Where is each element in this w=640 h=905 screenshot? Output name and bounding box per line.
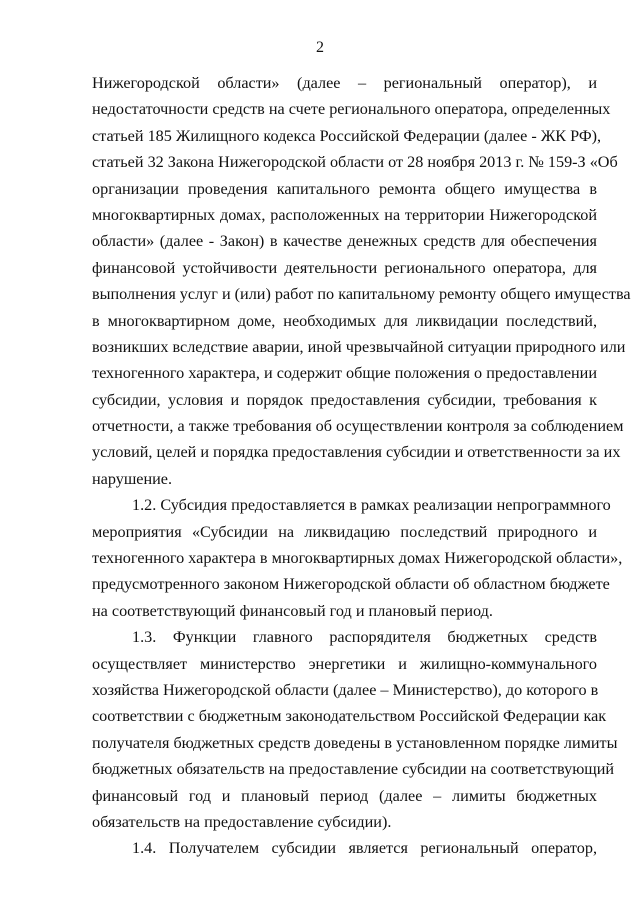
page-number: 2 <box>316 39 324 56</box>
text-line: соответствии с бюджетным законодательством Российской Федерации как <box>92 707 607 726</box>
text-line: в многоквартирном доме, необходимых для ликвидации последствий, <box>92 311 597 330</box>
text-line: условий, целей и порядка предоставления субсидии и ответственности за их <box>92 443 621 462</box>
text-line: предусмотренного законом Нижегородской области об областном бюджете <box>92 575 610 594</box>
text-line: получателя бюджетных средств доведены в установленном порядке лимиты <box>92 733 618 752</box>
text-line: техногенного характера, и содержит общие положения о предоставлении <box>92 364 597 383</box>
text-line: осуществляет министерство энергетики и жилищно-коммунального <box>92 654 597 673</box>
text-line: техногенного характера в многоквартирных домах Нижегородской области», <box>92 549 623 568</box>
text-line: многоквартирных домах, расположенных на территории Нижегородской <box>92 205 597 224</box>
text-line: субсидии, условия и порядок предоставления субсидии, требования к <box>92 390 597 409</box>
text-line: статьей 185 Жилищного кодекса Российской Федерации (далее - ЖК РФ), <box>92 126 602 145</box>
text-line: 1.2. Субсидия предоставляется в рамках реализации непрограммного <box>132 496 611 515</box>
text-line: финансовой устойчивости деятельности регионального оператора, для <box>92 258 597 277</box>
paragraph-1-3 <box>92 624 618 835</box>
text-line: 1.3. Функции главного распорядителя бюджетных средств <box>132 628 597 647</box>
text-line: хозяйства Нижегородской области (далее – Министерство), до которого в <box>92 680 599 699</box>
paragraph-1-2 <box>92 492 623 624</box>
text-line: мероприятия «Субсидии на ликвидацию последствий природного и <box>92 522 597 541</box>
text-line: на соответствующий финансовый год и плановый период. <box>92 601 493 620</box>
text-line: статьей 32 Закона Нижегородской области от 28 ноября 2013 г. № 159-З «Об <box>92 153 618 172</box>
text-line: финансовый год и плановый период (далее – лимиты бюджетных <box>92 786 597 805</box>
paragraph-1 <box>92 70 631 492</box>
text-line: бюджетных обязательств на предоставление субсидии на соответствующий <box>92 760 615 779</box>
text-line: нарушение. <box>92 469 173 488</box>
text-line: обязательств на предоставление субсидии). <box>92 812 392 831</box>
text-line: организации проведения капитального ремонта общего имущества в <box>92 179 597 198</box>
text-line: области» (далее - Закон) в качестве денежных средств для обеспечения <box>92 232 597 251</box>
text-line: 1.4. Получателем субсидии является региональный оператор, <box>132 839 597 858</box>
text-line: недостаточности средств на счете регионального оператора, определенных <box>92 100 611 119</box>
text-line: возникших вследствие аварии, иной чрезвычайной ситуации природного или <box>92 337 626 356</box>
text-line: выполнения услуг и (или) работ по капитальному ремонту общего имущества <box>92 285 631 304</box>
text-line: Нижегородской области» (далее – региональный оператор), и <box>92 74 597 92</box>
text-line: отчетности, а также требования об осуществлении контроля за соблюдением <box>92 417 624 436</box>
document-body <box>92 70 631 862</box>
paragraph-1-4 <box>92 835 597 861</box>
